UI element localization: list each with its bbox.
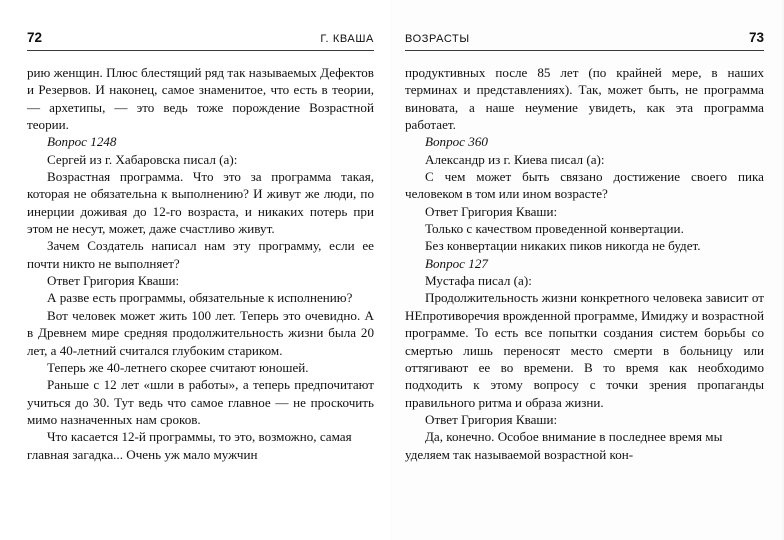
paragraph: Только с качеством проведенной конвертации. xyxy=(425,221,684,237)
paragraph: Без конвертации никаких пиков никогда не будет. xyxy=(425,238,701,254)
paragraph: Сергей из г. Хабаровска писал (а): xyxy=(47,151,238,167)
paragraph: Возрастная программа. Что это за программа такая, которая не обязательна к выполнению? И живут же люди, по инерции доживая до 12-го возраста, и никаких потерь при этом не несут, может, даже счастливо живут. xyxy=(27,169,374,237)
paragraph: Ответ Григория Кваши: xyxy=(425,411,558,427)
paragraph-continued: рию женщин. Плюс блестящий ряд так называемых Дефектов и Резервов. И наконец, самое знаменитое, что есть в теории, — архетипы, — это ведь тоже порождение Возрастной теории. xyxy=(27,65,374,133)
page-number-right: 73 xyxy=(748,30,764,45)
running-head-left xyxy=(27,30,374,46)
paragraph-truncated: Что касается 12-й программы, то это, возможно, самая главная загадка... Очень уж мало мужчин xyxy=(27,429,352,462)
paragraph: А разве есть программы, обязательные к исполнению? xyxy=(47,290,353,306)
question-heading: Вопрос 1248 xyxy=(47,134,117,150)
question-heading: Вопрос 127 xyxy=(425,255,488,271)
running-head-right xyxy=(405,30,764,46)
paragraph: Теперь же 40-летнего скорее считают юношей. xyxy=(47,359,309,375)
page-right xyxy=(392,0,784,540)
header-rule-left xyxy=(27,50,374,51)
body-text-right xyxy=(405,64,764,463)
paragraph: Ответ Григория Кваши: xyxy=(47,273,180,289)
paragraph: Продолжительность жизни конкретного человека зависит от НЕпротиворечия врожденной программе, Имиджу и возрастной программе. То есть все попытки создания систем борьбы со смертью лишь переносят место смерти в больницу или оттягивают ее во времени. В то время как необходимо подходить к этому вопросу с точки зрения пропаганды правильного ритма и образа жизни. xyxy=(405,290,764,410)
page-number-left: 72 xyxy=(27,30,43,45)
paragraph: Ответ Григория Кваши: xyxy=(425,203,558,219)
paragraph: Александр из г. Киева писал (а): xyxy=(425,151,605,167)
header-rule-right xyxy=(405,50,764,51)
question-heading: Вопрос 360 xyxy=(425,134,488,150)
paragraph: Вот человек может жить 100 лет. Теперь это очевидно. А в Древнем мире средняя продолжительность жизни была 20 лет, а 40-летний считался глубоким стариком. xyxy=(27,307,374,358)
paragraph: Раньше с 12 лет «шли в работы», а теперь предпочитают учиться до 30. Тут ведь что самое главное — не проскочить мимо назначенных нам сроков. xyxy=(27,377,374,427)
running-head-title-left: Г. КВАША xyxy=(320,33,374,45)
paragraph: Зачем Создатель написал нам эту программу, если ее почти никто не выполняет? xyxy=(27,238,374,271)
running-head-title-right: ВОЗРАСТЫ xyxy=(405,33,470,45)
paragraph-truncated: Да, конечно. Особое внимание в последнее время мы уделяем так называемой возрастной кон- xyxy=(405,429,723,462)
paragraph: Мустафа писал (а): xyxy=(425,273,532,289)
paragraph-continued: продуктивных после 85 лет (по крайней мере, в наших терминах и представлениях). Так, может быть, не программа виновата, а наше неумение увидеть, как эта программа работает. xyxy=(405,65,764,133)
paragraph: С чем может быть связано достижение своего пика человеком в том или ином возрасте? xyxy=(405,169,764,202)
body-text-left xyxy=(27,64,374,463)
